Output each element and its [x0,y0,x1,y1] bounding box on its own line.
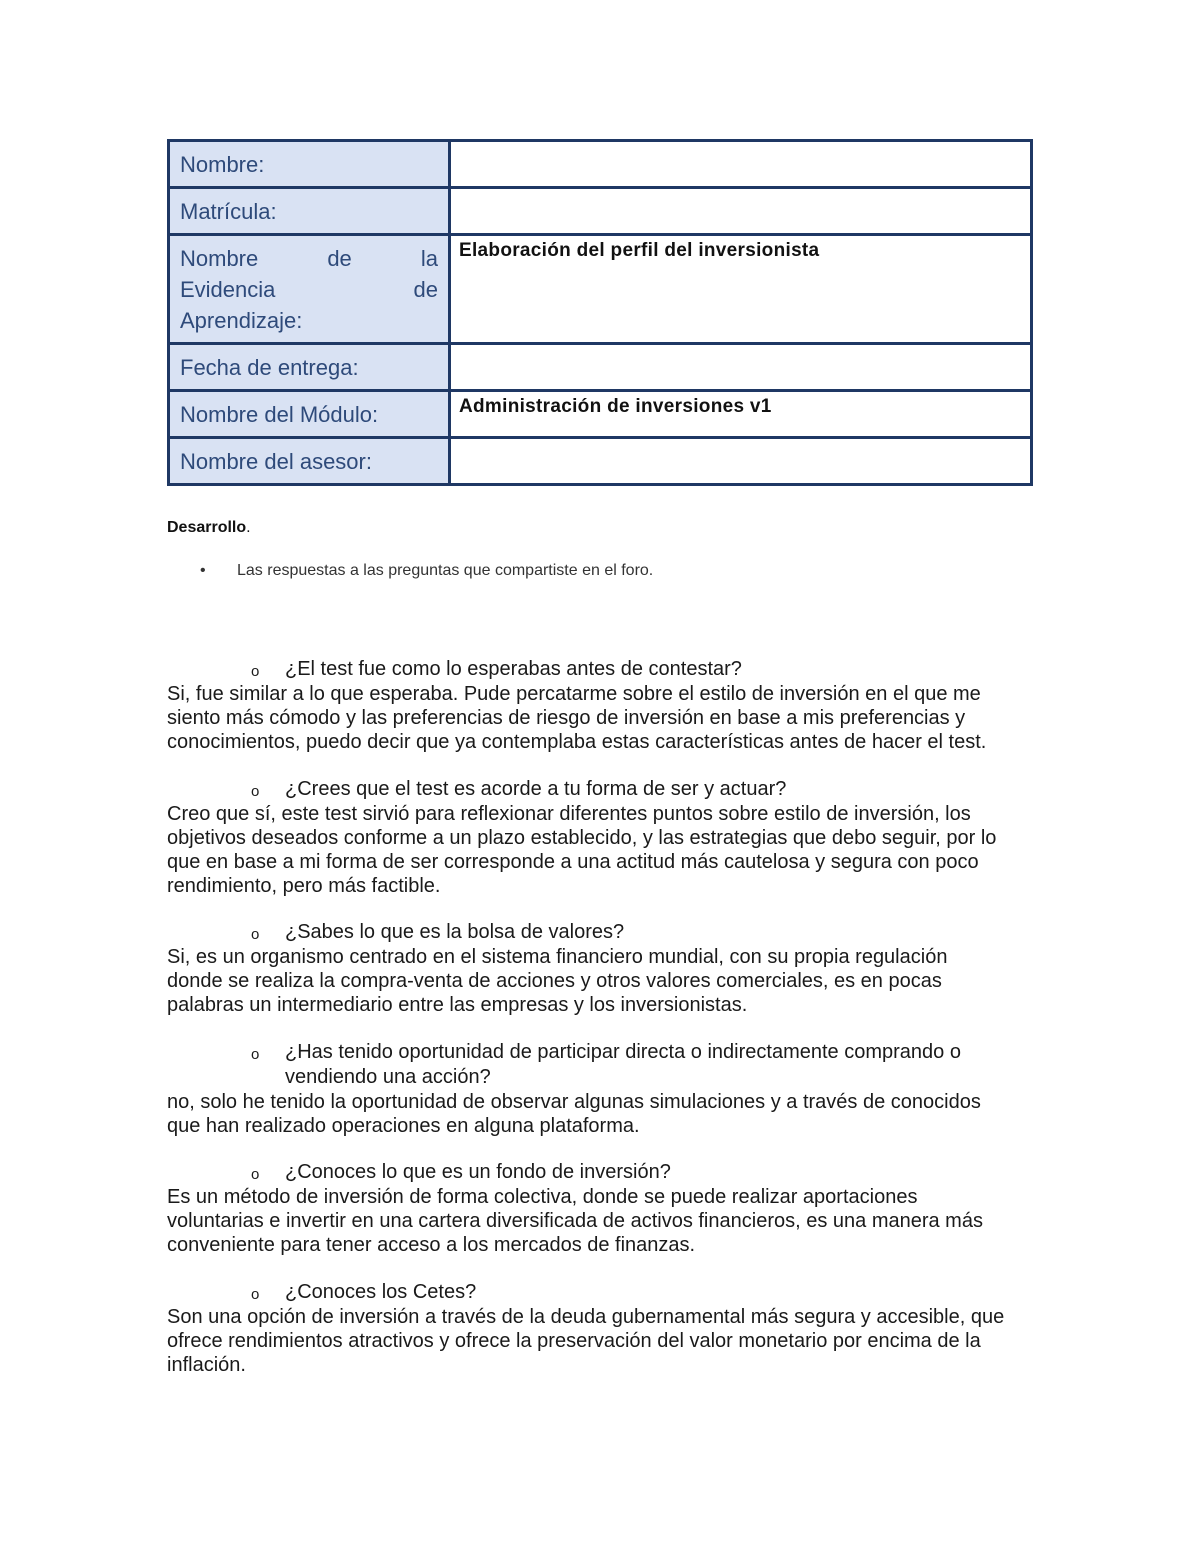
value-matricula [450,188,1032,235]
answer-5-line-2: voluntarias e invertir en una cartera diversificada de activos financieros, es una manera más [167,1210,983,1232]
label-asesor: Nombre del asesor: [169,438,450,485]
question-6 [167,1280,1047,1305]
qa-item-3 [167,920,1047,1017]
value-fecha [450,344,1032,391]
answer-1-line-3: conocimientos, puedo decir que ya contemplaba estas características antes de hacer el test. [167,731,987,753]
answer-2-line-2: objetivos deseados conforme a un plazo establecido, y las estrategias que debo seguir, por lo [167,827,997,849]
question-3 [167,920,1047,945]
answer-5-line-1: Es un método de inversión de forma colectiva, donde se puede realizar aportaciones [167,1186,918,1208]
table-row-matricula [169,188,1032,235]
question-3-text: ¿Sabes lo que es la bolsa de valores? [285,921,625,943]
qa-item-2 [167,777,1047,898]
circle-bullet-icon: o [251,783,260,800]
label-fecha: Fecha de entrega: [169,344,450,391]
label-evidencia-line-3: Aprendizaje: [180,308,303,333]
answer-5-line-3: conveniente para tener acceso a los mercados de finanzas. [167,1234,696,1256]
label-nombre: Nombre: [169,141,450,188]
answer-1-line-2: siento más cómodo y las preferencias de riesgo de inversión en base a mis preferencias y [167,707,966,729]
answer-3-line-1: Si, es un organismo centrado en el sistema financiero mundial, con su propia regulación [167,946,948,968]
answer-6-line-1: Son una opción de inversión a través de la deuda gubernamental más segura y accesible, que [167,1306,1005,1328]
circle-bullet-icon: o [251,926,260,943]
question-1-text: ¿El test fue como lo esperabas antes de contestar? [285,658,742,680]
answer-1-line-1: Si, fue similar a lo que esperaba. Pude percatarme sobre el estilo de inversión en el que me [167,683,981,705]
table-row-fecha [169,344,1032,391]
desarrollo-title: Desarrollo [167,519,247,536]
answer-6-line-2: ofrece rendimientos atractivos y ofrece la preservación del valor monetario por encima de la [167,1330,981,1352]
answer-5 [167,1185,1047,1257]
label-matricula: Matrícula: [169,188,450,235]
question-6-text: ¿Conoces los Cetes? [285,1281,477,1303]
label-evidencia-line-1: Nombre de la [180,246,438,271]
answer-3-line-2: donde se realiza la compra-venta de acciones y otros valores comerciales, es en pocas [167,970,942,992]
instruction-text: Las respuestas a las preguntas que compartiste en el foro. [237,562,654,579]
circle-bullet-icon: o [251,1046,260,1063]
answer-2-line-4: rendimiento, pero más factible. [167,875,441,897]
qa-item-5 [167,1160,1047,1257]
question-4-line-1: ¿Has tenido oportunidad de participar directa o indirectamente comprando o [285,1041,961,1063]
answer-4 [167,1090,1047,1138]
student-info-table [167,139,1033,486]
circle-bullet-icon: o [251,1286,260,1303]
answer-3 [167,945,1047,1017]
question-2-text: ¿Crees que el test es acorde a tu forma de ser y actuar? [285,778,787,800]
answer-3-line-3: palabras un intermediario entre las empresas y los inversionistas. [167,994,748,1016]
circle-bullet-icon: o [251,663,260,680]
label-modulo: Nombre del Módulo: [169,391,450,438]
table-row-evidencia [169,235,1032,344]
bullet-icon: • [200,562,206,579]
question-4 [167,1040,1047,1090]
qa-item-1 [167,657,1047,754]
answer-6-line-3: inflación. [167,1354,246,1376]
value-nombre [450,141,1032,188]
desarrollo-title-period: . [246,519,251,536]
question-5-text: ¿Conoces lo que es un fondo de inversión? [285,1161,671,1183]
answer-2-line-1: Creo que sí, este test sirvió para reflexionar diferentes puntos sobre estilo de inversión, los [167,803,971,825]
question-5 [167,1160,1047,1185]
table-row-nombre [169,141,1032,188]
question-1 [167,657,1047,682]
answer-2-line-3: que en base a mi forma de ser corresponde a una actitud más cautelosa y segura con poco [167,851,979,873]
answer-2 [167,802,1047,898]
table-row-asesor [169,438,1032,485]
question-2 [167,777,1047,802]
section-heading-desarrollo [167,519,251,537]
answer-4-line-2: que han realizado operaciones en alguna plataforma. [167,1115,640,1137]
qa-item-4 [167,1040,1047,1138]
value-evidencia: Elaboración del perfil del inversionista [450,235,1032,344]
question-4-line-2: vendiendo una acción? [285,1066,491,1088]
table-row-modulo [169,391,1032,438]
answer-1 [167,682,1047,754]
circle-bullet-icon: o [251,1166,260,1183]
answer-6 [167,1305,1047,1377]
answer-4-line-1: no, solo he tenido la oportunidad de observar algunas simulaciones y a través de conocidos [167,1091,981,1113]
qa-item-6 [167,1280,1047,1377]
instruction-bullet [200,562,653,580]
value-asesor [450,438,1032,485]
label-evidencia [169,235,450,344]
label-evidencia-line-2: Evidencia de [180,277,438,302]
value-modulo: Administración de inversiones v1 [450,391,1032,438]
